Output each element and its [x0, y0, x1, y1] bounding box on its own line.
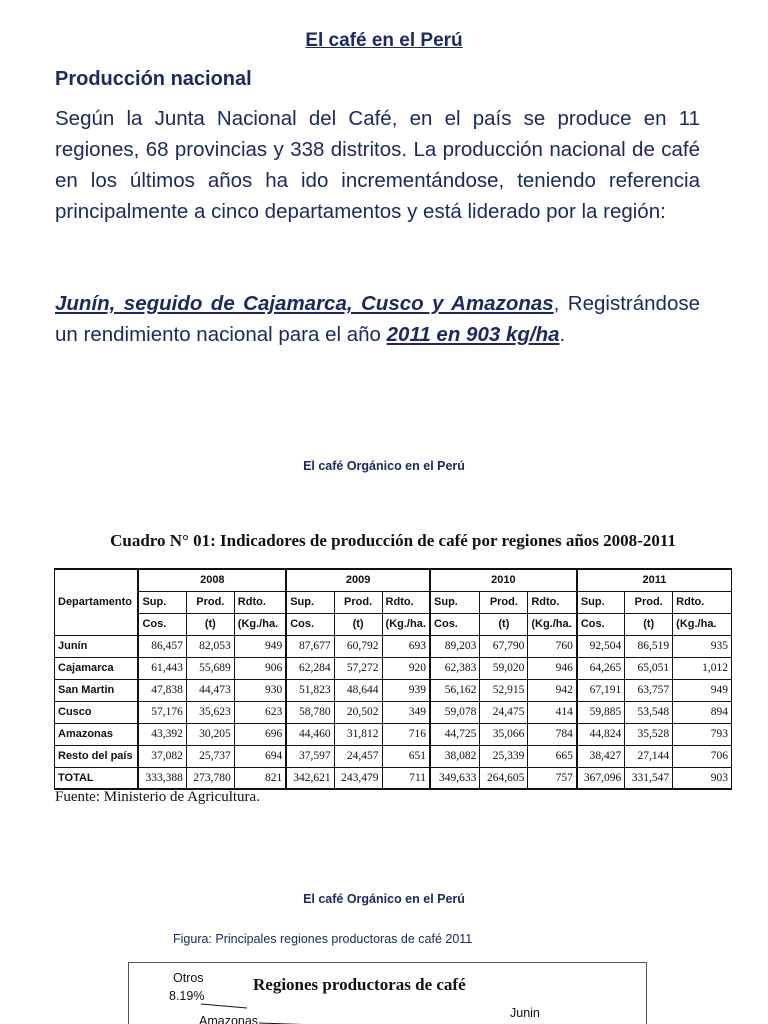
year-header-row: [55, 569, 732, 591]
value-cell: 27,144: [625, 745, 673, 767]
production-table: [54, 568, 732, 790]
value-cell: 349,633: [430, 767, 480, 789]
value-cell: 793: [673, 723, 732, 745]
section-subtitle: Producción nacional: [55, 68, 252, 90]
value-cell: 67,191: [577, 679, 625, 701]
value-cell: 86,457: [138, 635, 186, 657]
value-cell: 35,623: [186, 701, 234, 723]
value-cell: 243,479: [334, 767, 382, 789]
value-cell: 87,677: [286, 635, 334, 657]
value-cell: 35,066: [480, 723, 528, 745]
value-cell: 939: [382, 679, 430, 701]
value-cell: 58,780: [286, 701, 334, 723]
value-cell: 86,519: [625, 635, 673, 657]
value-cell: 57,176: [138, 701, 186, 723]
prod-header: Prod.: [480, 591, 528, 613]
value-cell: 55,689: [186, 657, 234, 679]
value-cell: 942: [528, 679, 577, 701]
table-row: [55, 701, 732, 723]
rdto-header: Rdto.: [528, 591, 577, 613]
kgha-header: (Kg./ha.: [382, 613, 430, 635]
organic-coffee-heading-2: El café Orgánico en el Perú: [303, 892, 465, 906]
value-cell: 24,475: [480, 701, 528, 723]
value-cell: 63,757: [625, 679, 673, 701]
cos-header: Cos.: [430, 613, 480, 635]
leading-regions: Junín, seguido de Cajamarca, Cusco y Amazonas: [55, 292, 554, 315]
figure-caption: Figura: Principales regiones productoras de café 2011: [173, 932, 473, 946]
value-cell: 57,272: [334, 657, 382, 679]
cos-header: Cos.: [286, 613, 334, 635]
value-cell: 930: [234, 679, 286, 701]
value-cell: 331,547: [625, 767, 673, 789]
value-cell: 25,339: [480, 745, 528, 767]
cos-header: Cos.: [577, 613, 625, 635]
value-cell: 651: [382, 745, 430, 767]
value-cell: 414: [528, 701, 577, 723]
value-cell: 264,605: [480, 767, 528, 789]
prod-header: Prod.: [625, 591, 673, 613]
value-cell: 44,473: [186, 679, 234, 701]
value-cell: 38,082: [430, 745, 480, 767]
table-row: [55, 767, 732, 789]
department-cell: Junín: [55, 635, 139, 657]
value-cell: 59,020: [480, 657, 528, 679]
value-cell: 367,096: [577, 767, 625, 789]
year-header: 2009: [286, 569, 430, 591]
table-row: [55, 679, 732, 701]
sup-header: Sup.: [286, 591, 334, 613]
otros-leader-line: [201, 1004, 247, 1008]
value-cell: 935: [673, 635, 732, 657]
table-title: Cuadro N° 01: Indicadores de producción de café por regiones años 2008-2011: [110, 531, 676, 550]
value-cell: 24,457: [334, 745, 382, 767]
intro-paragraph: Según la Junta Nacional del Café, en el país se produce en 11 regiones, 68 provincias y 338 distritos. La producción nacional de café en los últimos años ha ido incrementándose, teniendo referencia principalmente a cinco departamentos y está liderado por la región:: [55, 107, 700, 223]
value-cell: 1,012: [673, 657, 732, 679]
pie-chart-frame: [128, 962, 647, 1024]
amazonas-label: Amazonas: [199, 1014, 259, 1024]
value-cell: 716: [382, 723, 430, 745]
sup-header: Sup.: [138, 591, 186, 613]
value-cell: 949: [673, 679, 732, 701]
unit-header: (t): [186, 613, 234, 635]
value-cell: 38,427: [577, 745, 625, 767]
year-header: 2008: [138, 569, 286, 591]
yield-sentence: Registrándose un rendimiento nacional para el año: [55, 292, 700, 346]
value-cell: 694: [234, 745, 286, 767]
prod-header: Prod.: [334, 591, 382, 613]
value-cell: 67,790: [480, 635, 528, 657]
value-cell: 56,162: [430, 679, 480, 701]
kgha-header: (Kg./ha.: [528, 613, 577, 635]
value-cell: 623: [234, 701, 286, 723]
value-cell: 20,502: [334, 701, 382, 723]
department-cell: Amazonas: [55, 723, 139, 745]
value-cell: 349: [382, 701, 430, 723]
rdto-header: Rdto.: [234, 591, 286, 613]
prod-header: Prod.: [186, 591, 234, 613]
value-cell: 53,548: [625, 701, 673, 723]
value-cell: 711: [382, 767, 430, 789]
kgha-header: (Kg./ha.: [234, 613, 286, 635]
value-cell: 333,388: [138, 767, 186, 789]
value-cell: 342,621: [286, 767, 334, 789]
page-title: El café en el Perú: [305, 30, 463, 51]
rdto-header: Rdto.: [382, 591, 430, 613]
value-cell: 37,597: [286, 745, 334, 767]
organic-coffee-heading: El café Orgánico en el Perú: [303, 459, 465, 473]
value-cell: 906: [234, 657, 286, 679]
kgha-header: (Kg./ha.: [673, 613, 732, 635]
value-cell: 696: [234, 723, 286, 745]
unit-header: (t): [334, 613, 382, 635]
value-cell: 64,265: [577, 657, 625, 679]
value-cell: 760: [528, 635, 577, 657]
department-cell: TOTAL: [55, 767, 139, 789]
value-cell: 894: [673, 701, 732, 723]
value-cell: 61,443: [138, 657, 186, 679]
department-cell: Resto del país: [55, 745, 139, 767]
value-cell: 89,203: [430, 635, 480, 657]
value-cell: 273,780: [186, 767, 234, 789]
subheader-row-bottom: [55, 613, 732, 635]
department-cell: Cusco: [55, 701, 139, 723]
value-cell: 59,078: [430, 701, 480, 723]
unit-header: (t): [625, 613, 673, 635]
yield-highlight: 2011 en 903 kg/ha: [386, 323, 560, 346]
table-source: Fuente: Ministerio de Agricultura.: [55, 789, 260, 805]
value-cell: 51,823: [286, 679, 334, 701]
table-row: [55, 657, 732, 679]
value-cell: 665: [528, 745, 577, 767]
value-cell: 62,383: [430, 657, 480, 679]
value-cell: 48,644: [334, 679, 382, 701]
rdto-header: Rdto.: [673, 591, 732, 613]
value-cell: 47,838: [138, 679, 186, 701]
value-cell: 60,792: [334, 635, 382, 657]
table-row: [55, 635, 732, 657]
value-cell: 903: [673, 767, 732, 789]
value-cell: 37,082: [138, 745, 186, 767]
otros-percent-label: 8.19%: [169, 989, 205, 1003]
value-cell: 31,812: [334, 723, 382, 745]
value-cell: 757: [528, 767, 577, 789]
sup-header: Sup.: [577, 591, 625, 613]
regions-comma: ,: [553, 292, 560, 315]
department-header: Departamento: [55, 569, 139, 635]
table-row: [55, 745, 732, 767]
value-cell: 44,725: [430, 723, 480, 745]
value-cell: 35,528: [625, 723, 673, 745]
value-cell: 59,885: [577, 701, 625, 723]
year-header: 2010: [430, 569, 577, 591]
subheader-row-top: [55, 591, 732, 613]
junin-label: Junin: [510, 1006, 540, 1020]
department-cell: San Martin: [55, 679, 139, 701]
value-cell: 30,205: [186, 723, 234, 745]
value-cell: 784: [528, 723, 577, 745]
paragraph-period: .: [559, 323, 566, 346]
value-cell: 65,051: [625, 657, 673, 679]
cos-header: Cos.: [138, 613, 186, 635]
value-cell: 25,737: [186, 745, 234, 767]
value-cell: 44,460: [286, 723, 334, 745]
value-cell: 92,504: [577, 635, 625, 657]
department-cell: Cajamarca: [55, 657, 139, 679]
value-cell: 920: [382, 657, 430, 679]
value-cell: 43,392: [138, 723, 186, 745]
regions-paragraph: [55, 288, 700, 350]
unit-header: (t): [480, 613, 528, 635]
value-cell: 821: [234, 767, 286, 789]
otros-label: Otros: [173, 971, 204, 985]
value-cell: 82,053: [186, 635, 234, 657]
value-cell: 44,824: [577, 723, 625, 745]
value-cell: 52,915: [480, 679, 528, 701]
sup-header: Sup.: [430, 591, 480, 613]
value-cell: 949: [234, 635, 286, 657]
chart-title: Regiones productoras de café: [253, 975, 466, 994]
value-cell: 706: [673, 745, 732, 767]
value-cell: 62,284: [286, 657, 334, 679]
year-header: 2011: [577, 569, 732, 591]
value-cell: 946: [528, 657, 577, 679]
table-row: [55, 723, 732, 745]
value-cell: 693: [382, 635, 430, 657]
